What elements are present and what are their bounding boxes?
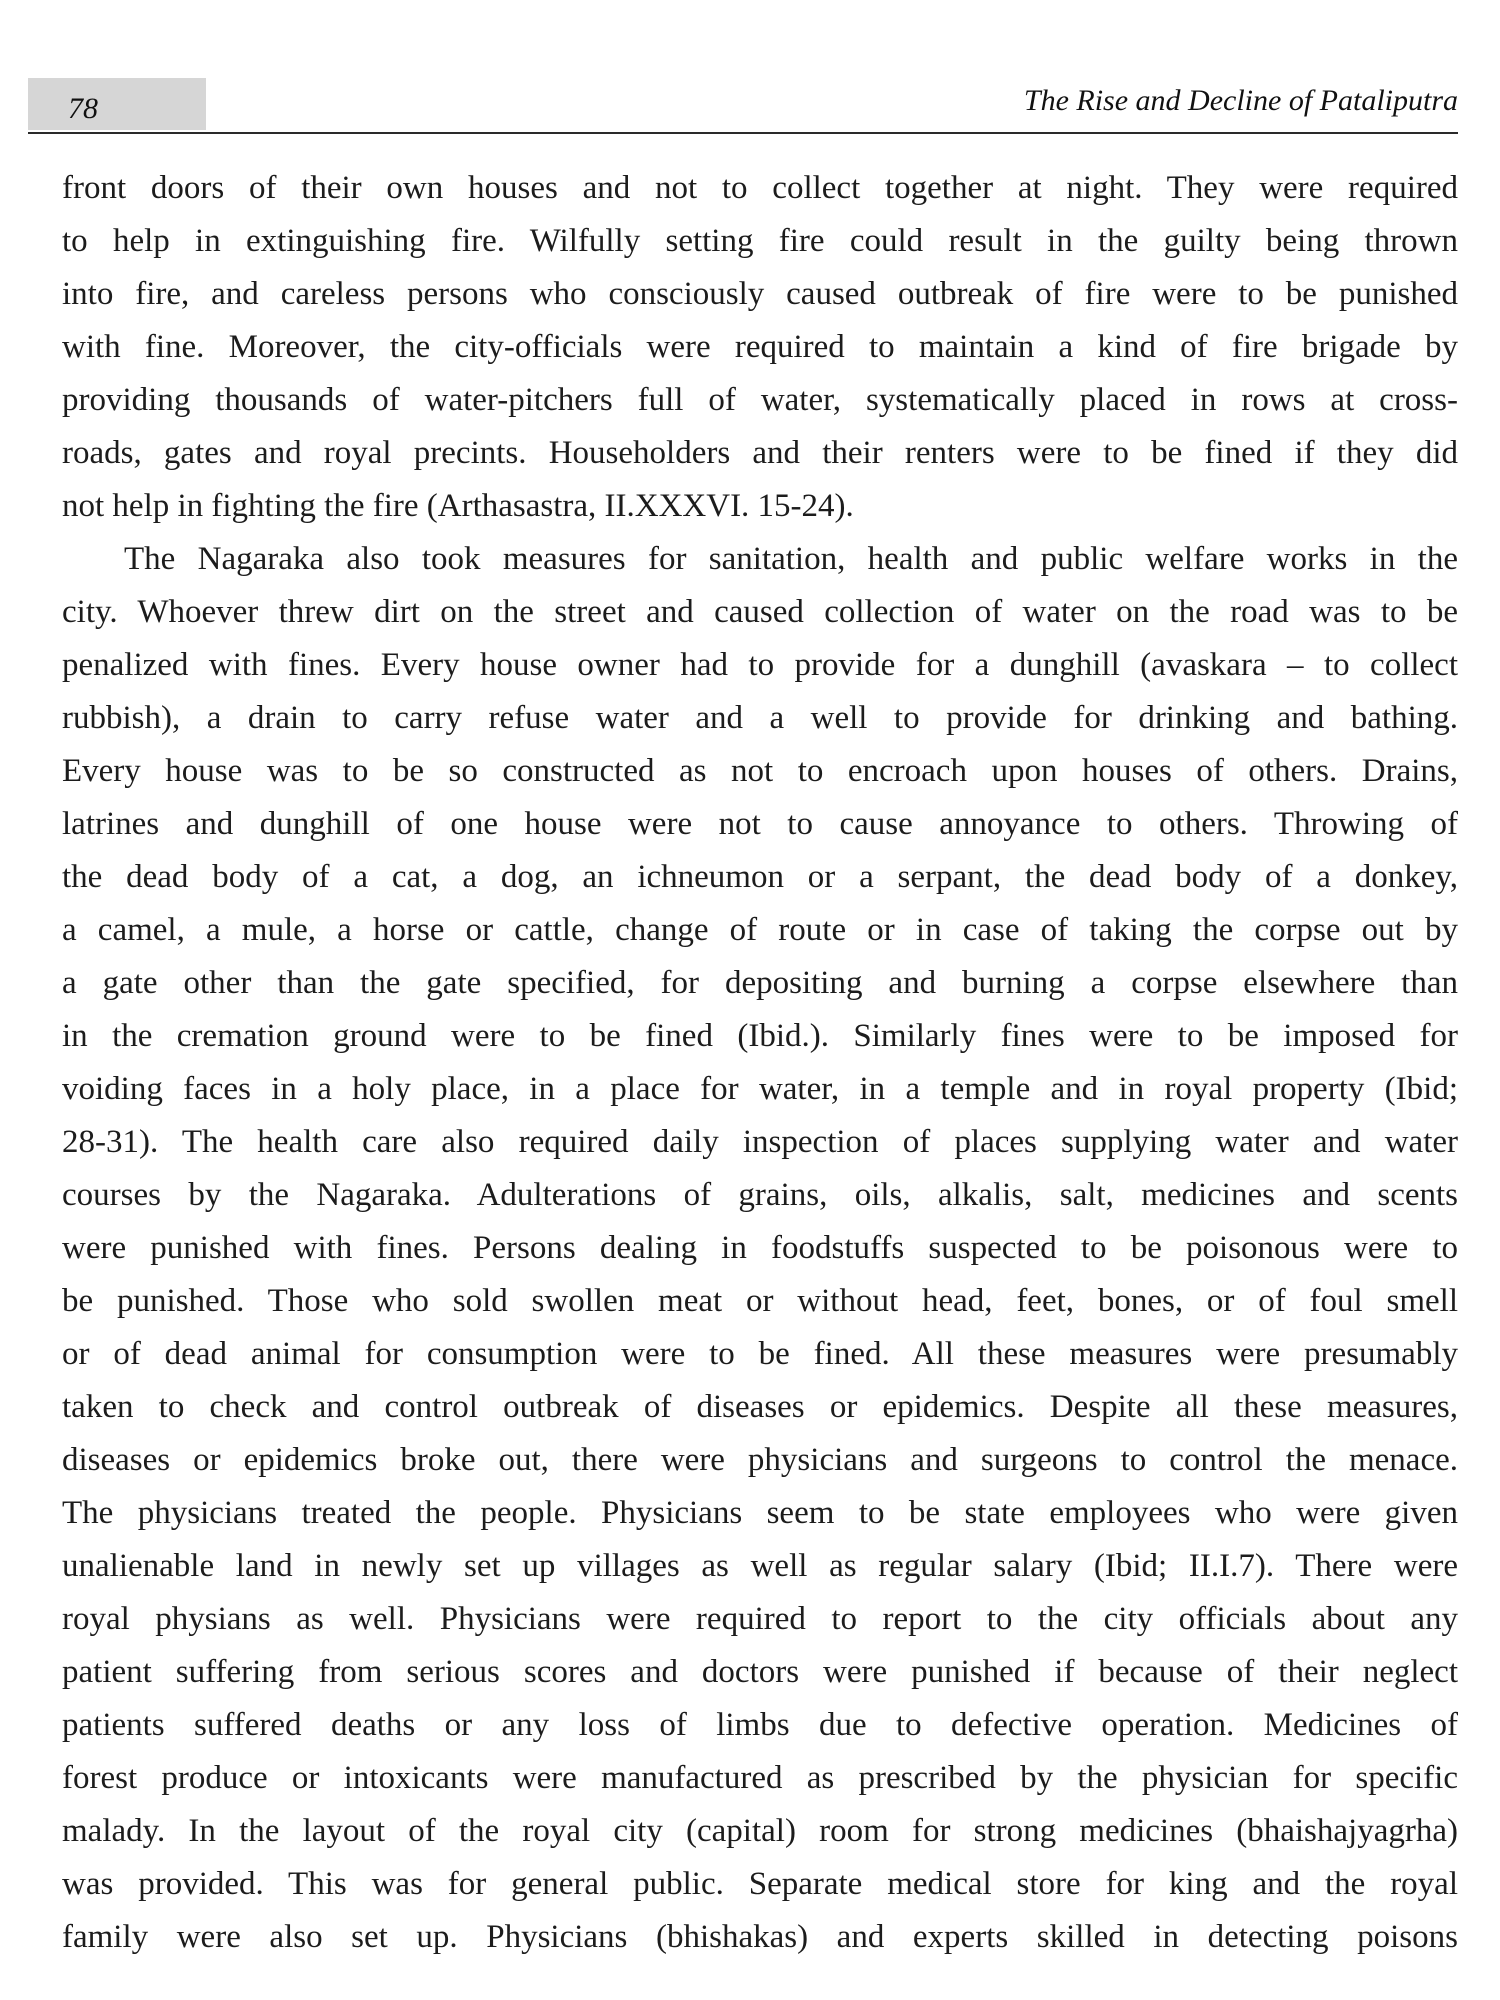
text-line: a camel, a mule, a horse or cattle, change of route or in case of taking the corpse out by [62, 912, 1458, 948]
text-line: rubbish), a drain to carry refuse water and a well to provide for drinking and bathing. [62, 700, 1458, 736]
text-line: patient suffering from serious scores and doctors were punished if because of their neglect [62, 1654, 1458, 1690]
text-line: be punished. Those who sold swollen meat or without head, feet, bones, or of foul smell [62, 1283, 1458, 1319]
running-header [28, 70, 1458, 134]
book-title: The Rise and Decline of Pataliputra [1023, 84, 1458, 117]
text-line: 28-31). The health care also required daily inspection of places supplying water and water [62, 1124, 1458, 1160]
text-line: family were also set up. Physicians (bhishakas) and experts skilled in detecting poisons [62, 1919, 1458, 1955]
text-line: patients suffered deaths or any loss of limbs due to defective operation. Medicines of [62, 1707, 1458, 1743]
text-line: a gate other than the gate specified, for depositing and burning a corpse elsewhere than [62, 965, 1458, 1001]
text-line: in the cremation ground were to be fined (Ibid.). Similarly fines were to be imposed for [62, 1018, 1458, 1054]
text-line: malady. In the layout of the royal city (capital) room for strong medicines (bhaishajyagrha) [62, 1813, 1458, 1849]
text-line: latrines and dunghill of one house were not to cause annoyance to others. Throwing of [62, 806, 1458, 842]
text-line: forest produce or intoxicants were manufactured as prescribed by the physician for specific [62, 1760, 1458, 1796]
text-line: roads, gates and royal precints. Householders and their renters were to be fined if they did [62, 435, 1458, 471]
text-line: with fine. Moreover, the city-officials were required to maintain a kind of fire brigade by [62, 329, 1458, 365]
text-line: The physicians treated the people. Physicians seem to be state employees who were given [62, 1495, 1458, 1531]
text-line: city. Whoever threw dirt on the street and caused collection of water on the road was to be [62, 594, 1458, 630]
text-line: taken to check and control outbreak of diseases or epidemics. Despite all these measures, [62, 1389, 1458, 1425]
text-line: were punished with fines. Persons dealing in foodstuffs suspected to be poisonous were to [62, 1230, 1458, 1266]
text-line: The Nagaraka also took measures for sanitation, health and public welfare works in the [124, 541, 1458, 577]
text-line: front doors of their own houses and not to collect together at night. They were required [62, 170, 1458, 206]
page-number-box [28, 78, 206, 130]
text-line: unalienable land in newly set up villages as well as regular salary (Ibid; II.I.7). There were [62, 1548, 1458, 1584]
text-line: providing thousands of water-pitchers full of water, systematically placed in rows at cross- [62, 382, 1458, 418]
body-text [62, 162, 1458, 1964]
text-line: or of dead animal for consumption were to be fined. All these measures were presumably [62, 1336, 1458, 1372]
text-line: not help in fighting the fire (Arthasastra, II.XXXVI. 15-24). [62, 488, 854, 524]
text-line: courses by the Nagaraka. Adulterations of grains, oils, alkalis, salt, medicines and scents [62, 1177, 1458, 1213]
text-line: was provided. This was for general public. Separate medical store for king and the royal [62, 1866, 1458, 1902]
text-line: the dead body of a cat, a dog, an ichneumon or a serpant, the dead body of a donkey, [62, 859, 1458, 895]
text-line: penalized with fines. Every house owner had to provide for a dunghill (avaskara – to collect [62, 647, 1458, 683]
text-line: into fire, and careless persons who consciously caused outbreak of fire were to be punished [62, 276, 1458, 312]
text-line: royal physians as well. Physicians were required to report to the city officials about any [62, 1601, 1458, 1637]
text-line: to help in extinguishing fire. Wilfully setting fire could result in the guilty being thrown [62, 223, 1458, 259]
page-number: 78 [68, 92, 98, 125]
text-line: diseases or epidemics broke out, there were physicians and surgeons to control the menace. [62, 1442, 1458, 1478]
text-line: voiding faces in a holy place, in a place for water, in a temple and in royal property (Ibid; [62, 1071, 1458, 1107]
text-line: Every house was to be so constructed as not to encroach upon houses of others. Drains, [62, 753, 1458, 789]
